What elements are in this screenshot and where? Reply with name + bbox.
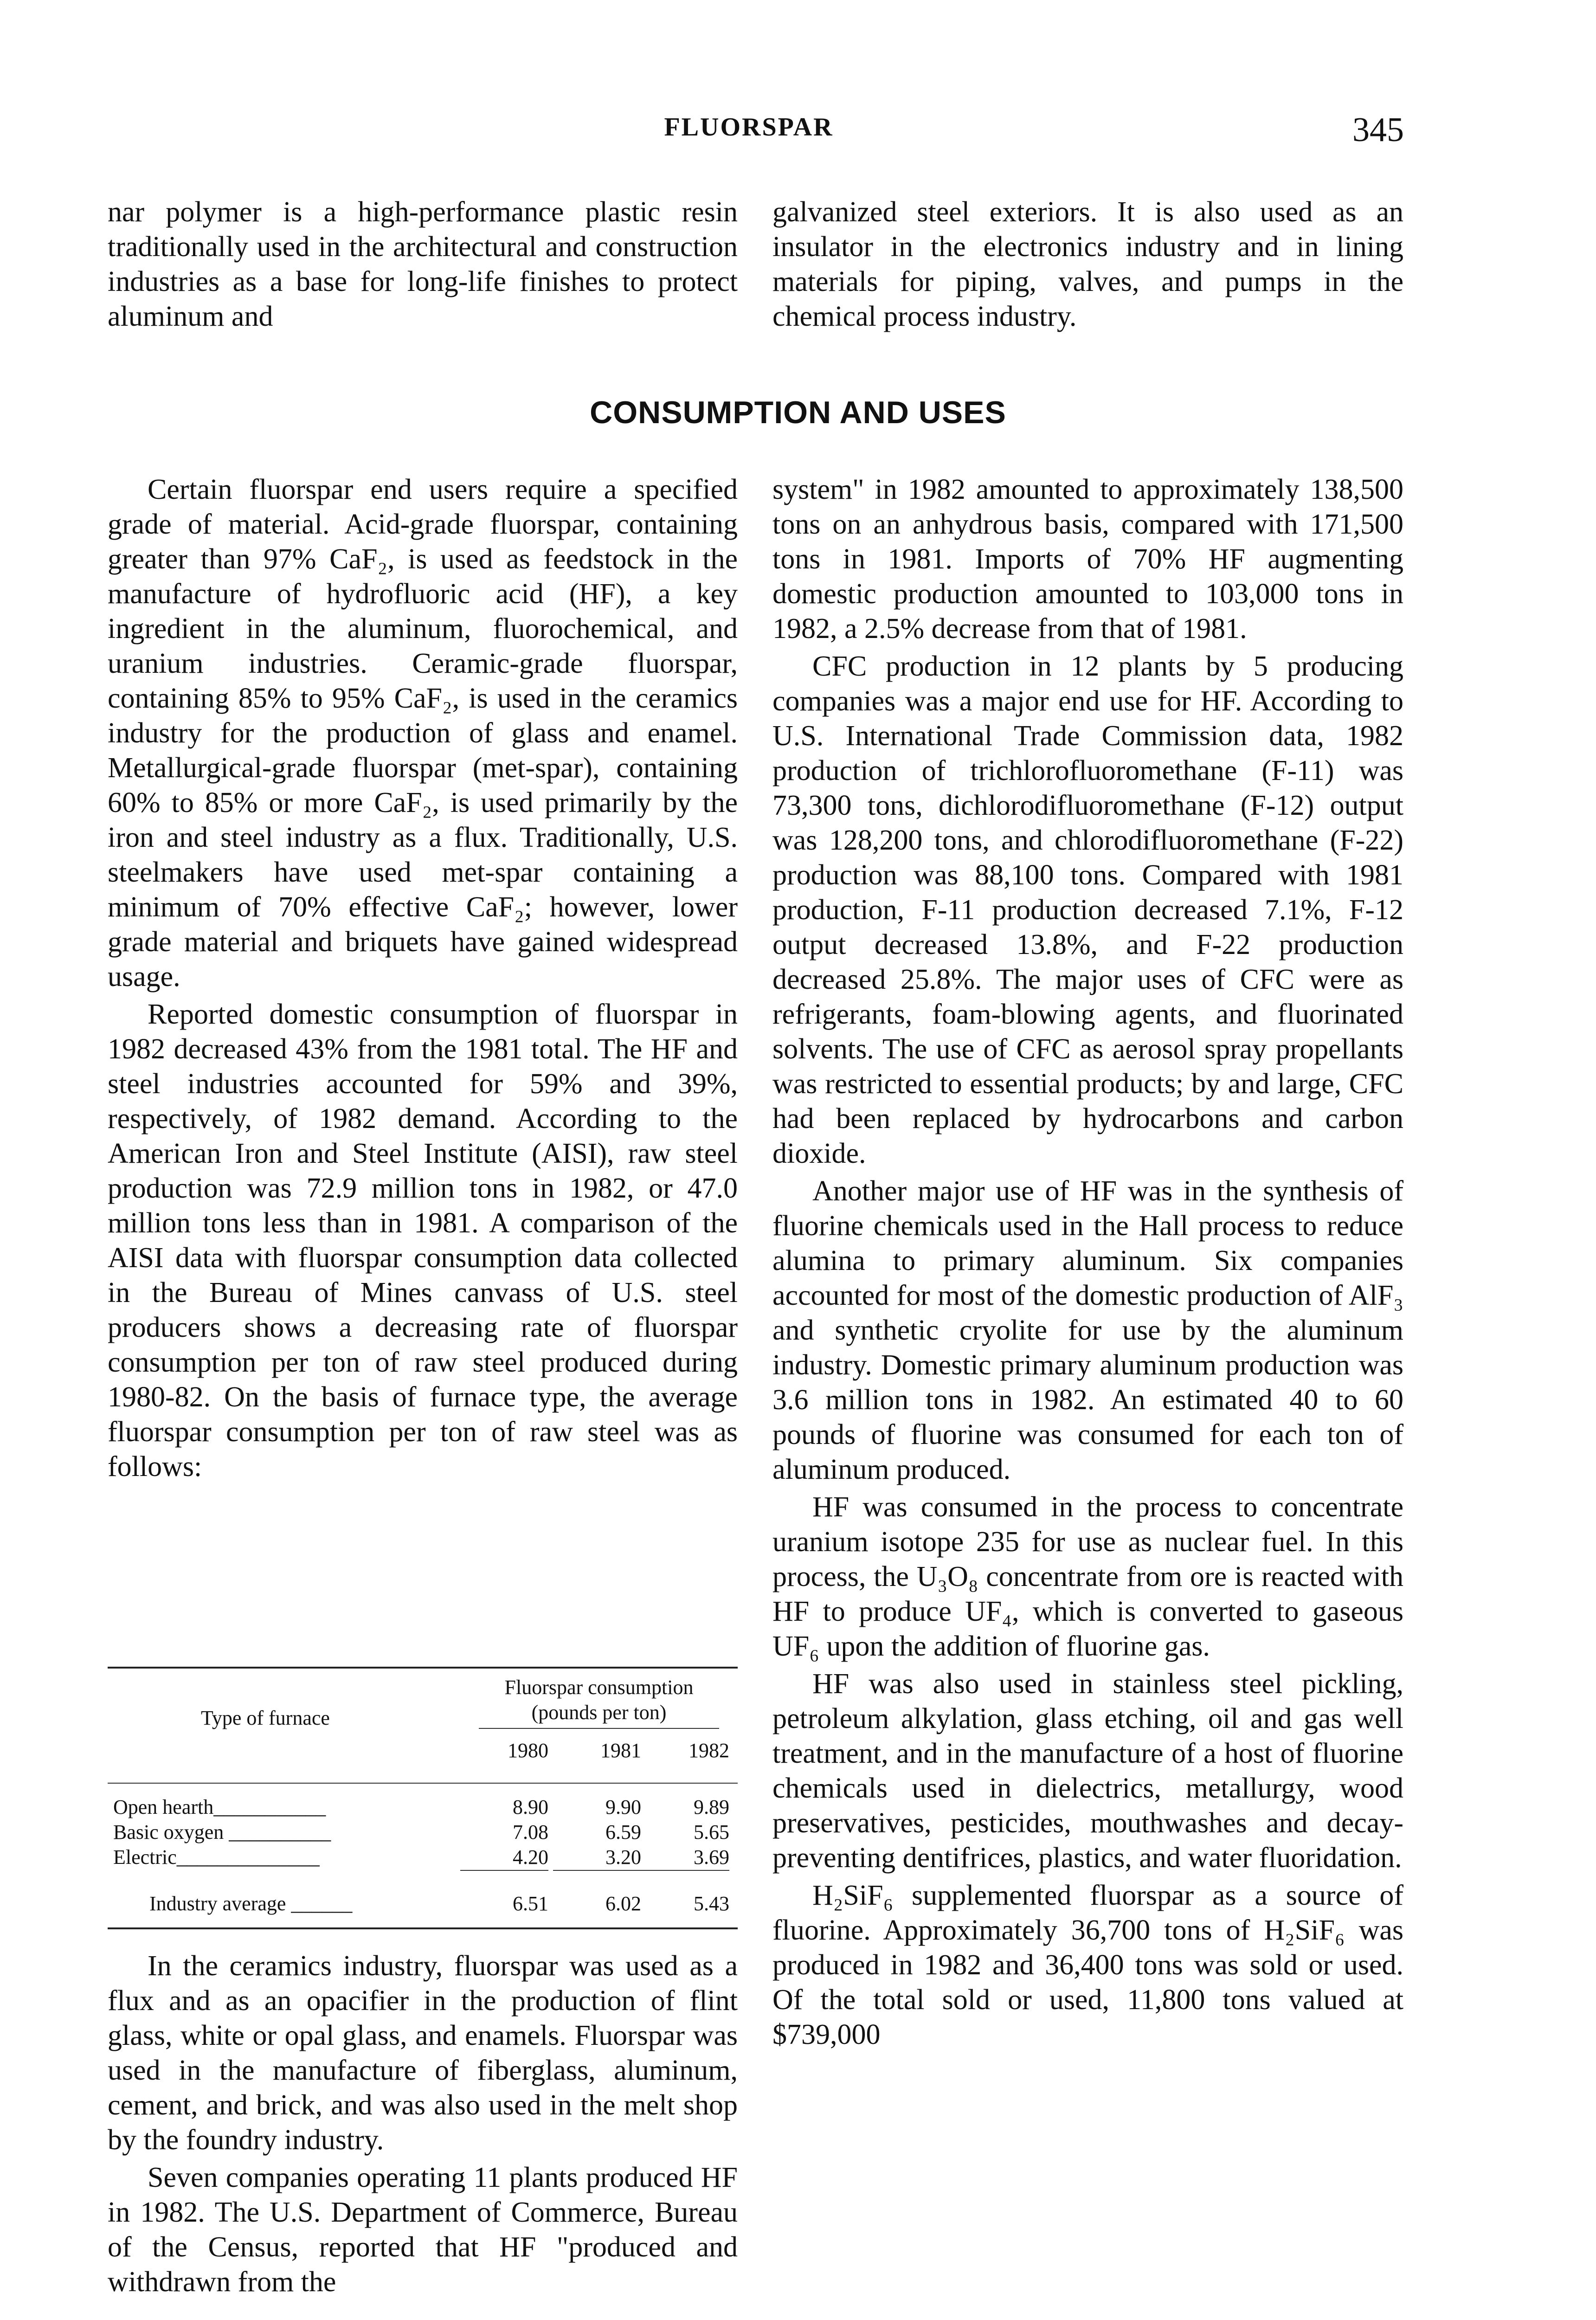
leader-dots: __________: [229, 1821, 331, 1843]
column-group-header: [460, 1675, 738, 1729]
table-row-average: [108, 1891, 738, 1916]
paragraph: nar polymer is a high-performance plastic resin traditionally used in the architectural and construction industries as a base for long-life finishes to protect aluminum and: [108, 196, 738, 332]
paragraph: Seven companies operating 11 plants produced HF in 1982. The U.S. Department of Commerce, Bureau of the Census, reported that HF "produced and withdrawn from the: [108, 2162, 738, 2298]
column-group-line2: (pounds per ton): [531, 1701, 667, 1724]
group-rule: [479, 1728, 719, 1729]
top-left-column: [108, 195, 738, 334]
cell-value: 9.89: [694, 1796, 729, 1818]
right-column: [772, 472, 1403, 2052]
cell-value: 3.69: [641, 1845, 729, 1871]
row-label: Basic oxygen __________: [113, 1821, 331, 1843]
row-label: Open hearth___________: [113, 1796, 326, 1818]
left-column-continued: [108, 1949, 738, 2300]
row-label: Industry average ______: [149, 1892, 353, 1915]
cell-value: 6.02: [605, 1892, 641, 1915]
paragraph: H₂SiF₆ supplemented fluorspar as a source of fluorine. Approximately 36,700 tons of H₂SiF₆ was produced in 1982 and 36,400 tons was sold or used. Of the total sold or used, 11,800 tons valued at $739,000: [772, 1880, 1403, 2050]
section-heading: CONSUMPTION AND USES: [590, 395, 1006, 430]
paragraph: Certain fluorspar end users require a specified grade of material. Acid-grade fluorspar, containing greater than 97% CaF₂, is used as feedstock in the manufacture of hydrofluoric acid (HF), a key ingredient in the aluminum, fluorochemical, and uranium industries. Ceramic-grade fluorspar, containing 85% to 95% CaF₂, is used in the ceramics industry for the production of glass and enamel. Metallurgical-grade fluorspar (met-spar), containing 60% to 85% or more CaF₂, is used primarily by the iron and steel industry as a flux. Traditionally, U.S. steelmakers have used met-spar containing a minimum of 70% effective CaF₂; however, lower grade material and briquets have gained widespread usage.: [108, 474, 738, 992]
cell-value: 3.20: [553, 1845, 641, 1871]
table-footer: [108, 1882, 738, 1927]
left-column: [108, 472, 738, 1484]
table-row: [108, 1845, 738, 1870]
furnace-consumption-table: [108, 1667, 738, 1929]
cell-value: 6.59: [605, 1821, 641, 1843]
year-headers: [460, 1738, 738, 1766]
cell-value: 5.43: [694, 1892, 729, 1915]
running-header: [0, 110, 1596, 157]
leader-dots: ___________: [213, 1796, 326, 1818]
table-body: [108, 1784, 738, 1882]
table-bottom-rule: [108, 1927, 738, 1929]
year-header: 1982: [689, 1739, 729, 1762]
paragraph: HF was consumed in the process to concentrate uranium isotope 235 for use as nuclear fuel. In this process, the U₃O₈ concentrate from ore is reacted with HF to produce UF₄, which is converted to gaseous UF₆ upon the addition of fluorine gas.: [772, 1491, 1403, 1662]
paragraph: CFC production in 12 plants by 5 producing companies was a major end use for HF. According to U.S. International Trade Commission data, 1982 production of trichlorofluoromethane (F-11) was 73,300 tons, dichlorodifluoromethane (F-12) output was 128,200 tons, and chlorodifluoromethane (F-22) production was 88,100 tons. Compared with 1981 production, F-11 production decreased 7.1%, F-12 output decreased 13.8%, and F-22 production decreased 25.8%. The major uses of CFC were as refrigerants, foam-blowing agents, and fluorinated solvents. The use of CFC as aerosol spray propellants was restricted to essential products; by and large, CFC had been replaced by hydrocarbons and carbon dioxide.: [772, 651, 1403, 1169]
table-header: [108, 1669, 738, 1783]
paragraph: galvanized steel exteriors. It is also used as an insulator in the electronics industry and in lining materials for piping, valves, and pumps in the chemical process industry.: [772, 196, 1403, 332]
cell-value: 5.65: [694, 1821, 729, 1843]
leader-dots: ______________: [176, 1846, 320, 1869]
cell-value: 7.08: [513, 1821, 548, 1843]
top-right-column: [772, 195, 1403, 334]
paragraph: Another major use of HF was in the synthesis of fluorine chemicals used in the Hall process to reduce alumina to primary aluminum. Six companies accounted for most of the domestic production of AlF₃ and synthetic cryolite for use by the aluminum industry. Domestic primary aluminum production was 3.6 million tons in 1982. An estimated 40 to 60 pounds of fluorine was consumed for each ton of aluminum produced.: [772, 1175, 1403, 1485]
page-number: 345: [1352, 111, 1404, 149]
leader-dots: ______: [291, 1892, 353, 1915]
cell-value: 6.51: [513, 1892, 548, 1915]
paragraph: system" in 1982 amounted to approximately 138,500 tons on an anhydrous basis, compared with 171,500 tons in 1981. Imports of 70% HF augmenting domestic production amounted to 103,000 tons in 1982, a 2.5% decrease from that of 1981.: [772, 474, 1403, 644]
table-row: [108, 1795, 738, 1820]
paragraph: Reported domestic consumption of fluorspar in 1982 decreased 43% from the 1981 total. The HF and steel industries accounted for 59% and 39%, respectively, of 1982 demand. According to the American Iron and Steel Institute (AISI), raw steel production was 72.9 million tons in 1982, or 47.0 million tons less than in 1981. A comparison of the AISI data with fluorspar consumption data collected in the Bureau of Mines canvass of U.S. steel producers shows a decreasing rate of fluorspar consumption per ton of raw steel produced during 1980-82. On the basis of furnace type, the average fluorspar consumption per ton of raw steel was as follows:: [108, 999, 738, 1482]
running-title: FLUORSPAR: [664, 113, 834, 142]
paragraph: In the ceramics industry, fluorspar was used as a flux and as an opacifier in the production of flint glass, white or opal glass, and enamels. Fluorspar was used in the manufacture of fiberglass, aluminum, cement, and brick, and was also used in the melt shop by the foundry industry.: [108, 1950, 738, 2156]
cell-value: 9.90: [605, 1796, 641, 1818]
year-header: 1981: [600, 1739, 641, 1762]
cell-value: 4.20: [460, 1845, 548, 1871]
paragraph: HF was also used in stainless steel pickling, petroleum alkylation, glass etching, oil and gas well treatment, and in the manufacture of a host of fluorine chemicals used in dielectrics, metallurgy, wood preservatives, pesticides, mouthwashes and decay-preventing dentifrices, plastics, and water fluoridation.: [772, 1668, 1403, 1874]
column-group-line1: Fluorspar consumption: [504, 1676, 694, 1699]
table-row: [108, 1820, 738, 1845]
cell-value: 8.90: [513, 1796, 548, 1818]
column-header-type: Type of furnace: [201, 1707, 330, 1729]
row-label: Electric______________: [113, 1846, 320, 1869]
year-header: 1980: [508, 1739, 548, 1762]
